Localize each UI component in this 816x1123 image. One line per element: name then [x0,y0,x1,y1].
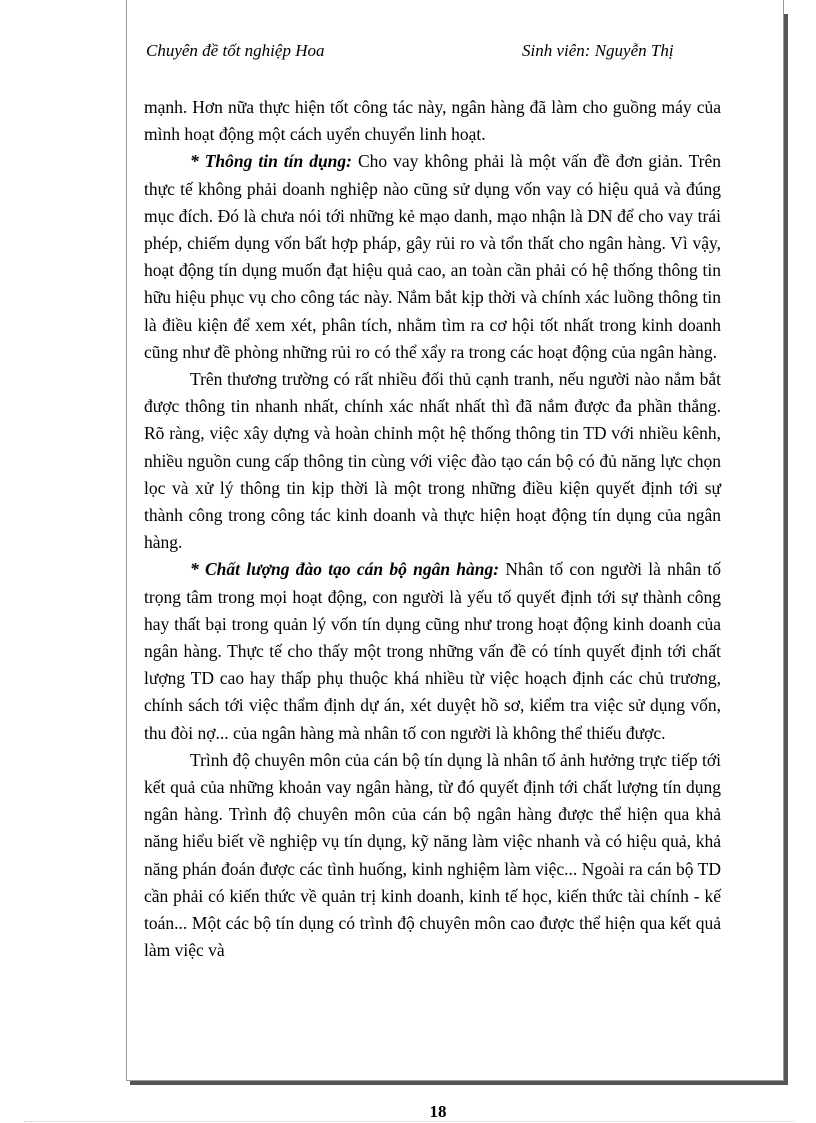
document-body [144,94,721,965]
page-border-left [126,0,127,1080]
paragraph-5-text: Trình độ chuyên môn của cán bộ tín dụng là nhân tố ảnh hưởng trực tiếp tới kết quả của những khoản vay ngân hàng, từ đó quyết định tới chất lượng tín dụng ngân hàng. Trình độ chuyên môn của cán bộ ngân hàng được thể hiện qua khả năng hiểu biết về nghiệp vụ tín dụng, kỹ năng làm việc nhanh và có hiệu quả, khả năng phán đoán được các tình huống, kinh nghiệm làm việc... Ngoài ra cán bộ TD cần phải có kiến thức về quản trị kinh doanh, kinh tế học, kiến thức tài chính - kế toán... Một các bộ tín dụng có trình độ chuyên môn cao được thể hiện qua kết quả làm việc và [144,749,721,961]
header-document-title: Chuyên đề tốt nghiệp Hoa [146,41,325,60]
paragraph-credit-information [144,148,721,366]
page-shadow-right [784,14,788,1084]
paragraph-5 [144,747,721,965]
page-break-line [24,1121,794,1122]
page-shadow-bottom [130,1081,788,1085]
paragraph-1 [144,94,721,148]
paragraph-3-text: Trên thương trường có rất nhiều đối thủ cạnh tranh, nếu người nào nắm bắt được thông tin nhanh nhất, chính xác nhất nhất thì đã nắm được đa phần thắng. Rõ ràng, việc xây dựng và hoàn chỉnh một hệ thống thông tin TD với nhiều kênh, nhiều nguồn cung cấp thông tin cùng với việc đào tạo cán bộ có đủ năng lực chọn lọc và xử lý thông tin kịp thời là một trong những điều kiện quyết định tới sự thành công trong công tác kinh doanh và thực hiện hoạt động tín dụng của ngân hàng. [144,369,721,553]
header-student-name: Sinh viên: Nguyễn Thị [522,41,674,60]
paragraph-1-text: mạnh. Hơn nữa thực hiện tốt công tác này, ngân hàng đã làm cho guồng máy của mình hoạt động một cách uyển chuyển linh hoạt. [144,97,721,145]
paragraph-staff-training-quality [144,556,721,746]
paragraph-4-heading: * Chất lượng đào tạo cán bộ ngân hàng: [190,559,500,580]
paragraph-4-text: Nhân tố con người là nhân tố trọng tâm trong mọi hoạt động, con người là yếu tố quyết định tới sự thành công hay thất bại trong quản lý vốn tín dụng cũng như trong hoạt động kinh doanh của ngân hàng. Thực tế cho thấy một trong những vấn đề có tính quyết định tới chất lượng TD cao hay thấp phụ thuộc khá nhiều từ việc hoạch định các chủ trương, chính sách tới việc thẩm định dự án, xét duyệt hồ sơ, kiểm tra việc sử dụng vốn, thu đòi nợ... của ngân hàng mà nhân tố con người là không thể thiếu được. [144,559,721,743]
paragraph-2-heading: * Thông tin tín dụng: [190,151,352,172]
paragraph-2-text: Cho vay không phải là một vấn đề đơn giản. Trên thực tế không phải doanh nghiệp nào cũng sử dụng vốn vay có hiệu quả và đúng mục đích. Đó là chưa nói tới những kẻ mạo danh, mạo nhận là DN để cho vay trái phép, chiếm dụng vốn bất hợp pháp, gây rủi ro và tổn thất cho ngân hàng. Vì vậy, hoạt động tín dụng muốn đạt hiệu quả cao, an toàn cần phải có hệ thống thông tin hữu hiệu phục vụ cho công tác này. Nắm bắt kịp thời và chính xác luồng thông tin là điều kiện để xem xét, phân tích, nhằm tìm ra cơ hội tốt nhất trong kinh doanh cũng như đề phòng những rủi ro có thể xẩy ra trong các hoạt động của ngân hàng. [144,151,721,362]
page-number: 18 [429,1102,447,1121]
paragraph-3 [144,366,721,556]
page-header [146,40,746,84]
